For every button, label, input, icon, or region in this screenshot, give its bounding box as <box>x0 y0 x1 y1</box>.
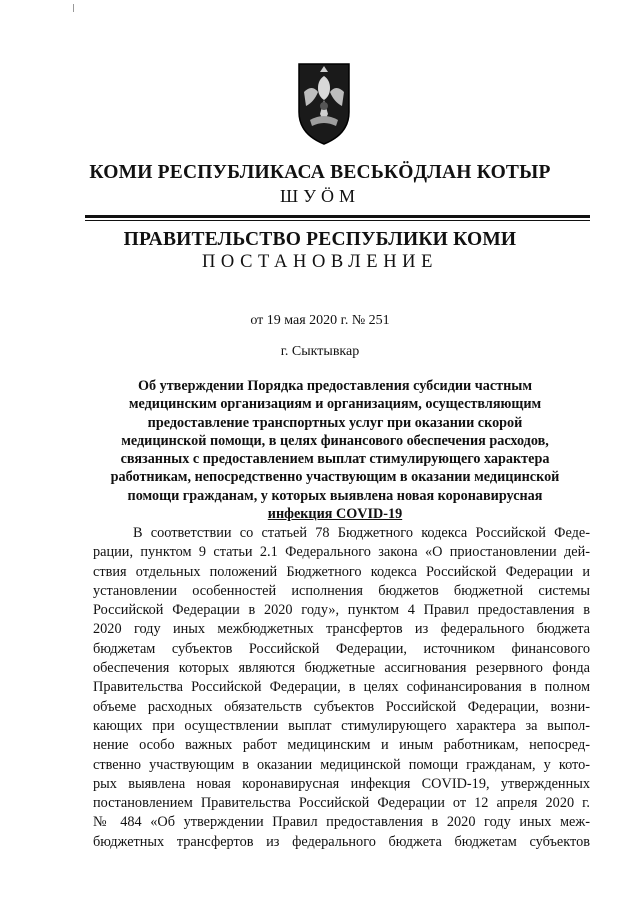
body-line: ственно участвующим в оказании медицинской помощи гражданам, у кото- <box>93 756 590 773</box>
subject-line: медицинской помощи, в целях финансового обеспечения расходов, <box>121 432 549 449</box>
komi-decree-label: ШУӦМ <box>280 186 360 206</box>
subject-line: помощи гражданам, у которых выявлена новая коронавирусная <box>127 487 543 504</box>
body-line: № 484 «Об утверждении Правил предоставления в 2020 году иных меж- <box>93 814 590 831</box>
body-line: бюджетных трансфертов из федерального бюджета бюджетам субъектов <box>93 833 590 850</box>
header-divider-thick <box>85 215 590 218</box>
body-line: В соответствии со статьей 78 Бюджетного кодекса Российской Феде- <box>133 525 590 541</box>
komi-government-title: КОМИ РЕСПУБЛИКАСА ВЕСЬКӦДЛАН КОТЫР <box>89 162 551 183</box>
body-line: кающих при осуществлении выплат стимулирующего характера за выпол- <box>93 717 590 734</box>
subject-line-underlined: инфекция COVID-19 <box>267 506 403 523</box>
body-line: рации, пунктом 9 статьи 2.1 Федерального закона «О приостановлении дей- <box>93 544 590 561</box>
decree-label: ПОСТАНОВЛЕНИЕ <box>201 252 439 272</box>
subject-line: работникам, непосредственно участвующим в оказании медицинской <box>110 469 560 486</box>
body-line: 2020 году иных межбюджетных трансфертов из федерального бюджета <box>93 621 590 638</box>
subject-line: Об утверждении Порядка предоставления субсидии частным <box>137 378 533 394</box>
decree-subject <box>95 377 575 523</box>
subject-line: предоставление транспортных услуг при оказании скорой <box>147 414 523 431</box>
decree-city: г. Сыктывкар <box>280 344 360 359</box>
komi-coat-of-arms-icon <box>296 62 352 146</box>
decree-date: от 19 мая 2020 г. № 251 <box>250 313 390 328</box>
subject-line: медицинским организациям и организациям, осуществляющим <box>128 396 542 413</box>
header-divider-thin <box>85 220 590 221</box>
body-line: объеме расходных обязательств субъектов Российской Федерации, возни- <box>93 698 590 715</box>
body-line: рых выявлена новая коронавирусная инфекция COVID-19, утвержденных <box>93 775 590 792</box>
government-title: ПРАВИТЕЛЬСТВО РЕСПУБЛИКИ КОМИ <box>123 229 517 250</box>
body-line: нение особо важных работ медицинским и иным работникам, непосред- <box>93 737 590 754</box>
scan-mark <box>73 4 74 12</box>
body-line: ствия отдельных положений Бюджетного кодекса Российской Федерации и <box>93 563 590 580</box>
body-line: обеспечения которых являются бюджетные ассигнования резервного фонда <box>93 660 590 677</box>
body-line: постановлением Правительства Российской Федерации от 12 апреля 2020 г. <box>93 795 590 812</box>
body-line: Правительства Российской Федерации, в целях софинансирования в полном <box>93 679 590 696</box>
subject-line: связанных с предоставлением выплат стимулирующего характера <box>120 451 550 468</box>
body-line: бюджетам субъектов Российской Федерации, источником финансового <box>93 640 590 657</box>
body-line: установлении особенностей исполнения бюджетов бюджетной системы <box>93 582 590 599</box>
body-line: Российской Федерации в 2020 году», пунктом 4 Правил предоставления в <box>93 602 590 619</box>
decree-body <box>93 524 590 852</box>
